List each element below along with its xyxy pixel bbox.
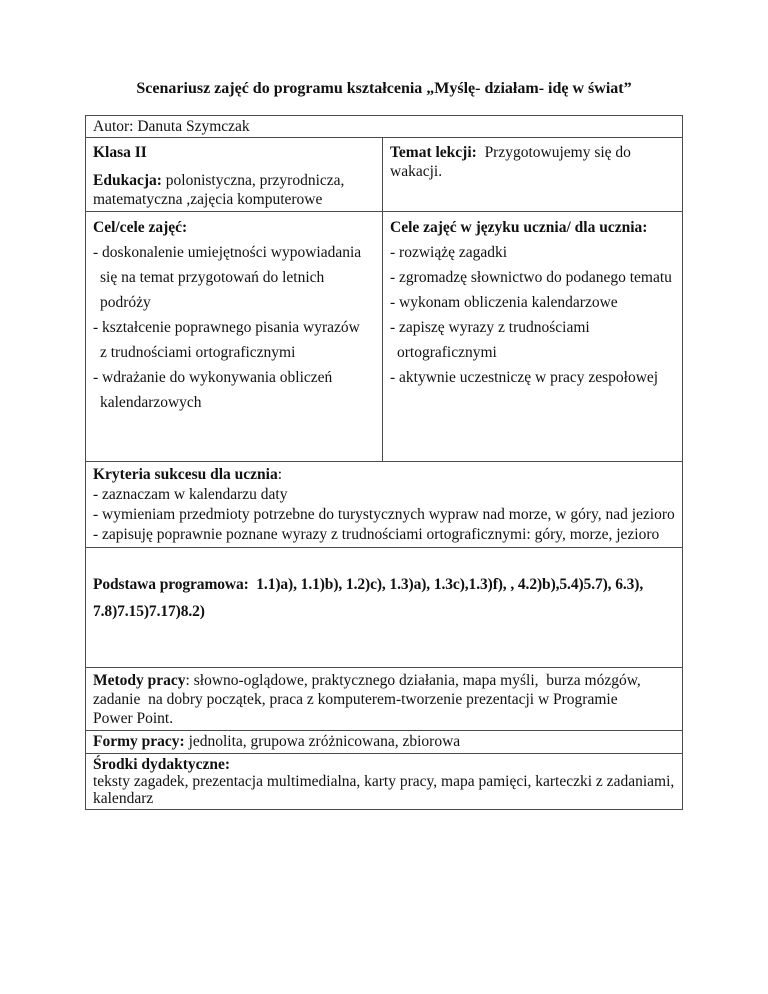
goal-line: - wdrażanie do wykonywania obliczeń <box>93 369 333 386</box>
class-label: Klasa II <box>93 144 147 161</box>
class-cell <box>86 138 383 211</box>
student-goals-cell <box>383 212 682 461</box>
student-goals-header: Cele zajęć w języku ucznia/ dla ucznia: <box>390 219 648 236</box>
author-row <box>86 116 682 137</box>
methods-line-2: zadanie na dobry początek, praca z komputerem-tworzenie prezentacji w Programie <box>93 691 618 708</box>
student-goal-line: - zapiszę wyrazy z trudnościami <box>390 319 590 336</box>
criterion-line: - zapisuję poprawnie poznane wyrazy z trudnościami ortograficznymi: góry, morze, jezioro <box>93 526 660 543</box>
student-goal-line: ortograficznymi <box>397 344 497 361</box>
criteria-header-line <box>93 465 678 485</box>
student-goal-line: - rozwiążę zagadki <box>390 244 508 261</box>
education-text-2: matematyczna ,zajęcia komputerowe <box>93 191 323 208</box>
goals-row <box>86 211 682 461</box>
criterion-line: - zaznaczam w kalendarzu daty <box>93 486 288 503</box>
methods-row <box>86 667 682 730</box>
topic-label: Temat lekcji: <box>390 144 477 161</box>
goal-line: podróży <box>100 294 151 311</box>
education-label: Edukacja: <box>93 172 162 189</box>
forms-label: Formy pracy: <box>93 733 185 750</box>
materials-label: Środki dydaktyczne: <box>93 756 231 773</box>
goals-header: Cel/cele zajęć: <box>93 219 188 236</box>
document-title: Scenariusz zajęć do programu kształcenia „Myślę- działam- idę w świat” <box>136 80 632 97</box>
methods-line-1 <box>93 671 678 690</box>
goal-line: z trudnościami ortograficznymi <box>100 344 296 361</box>
education-text-1: polonistyczna, przyrodnicza, <box>161 172 345 189</box>
student-goal-line: - wykonam obliczenia kalendarzowe <box>390 294 618 311</box>
criteria-row <box>86 461 682 547</box>
materials-line-2: kalendarz <box>93 790 154 807</box>
goal-line: się na temat przygotowań do letnich <box>100 269 325 286</box>
curriculum-line-2: 7.8)7.15)7.17)8.2) <box>93 603 205 620</box>
author-text: Autor: Danuta Szymczak <box>93 118 250 135</box>
lesson-plan-table <box>85 115 683 810</box>
forms-text: jednolita, grupowa zróżnicowana, zbiorowa <box>184 733 461 750</box>
topic-line-1 <box>390 143 678 162</box>
goals-cell <box>86 212 383 461</box>
student-goal-line: - aktywnie uczestniczę w pracy zespołowej <box>390 369 659 386</box>
criteria-colon: : <box>277 466 283 483</box>
methods-label: Metody pracy <box>93 672 186 689</box>
materials-row <box>86 753 682 809</box>
forms-row <box>86 730 682 753</box>
student-goal-line: - zgromadzę słownictwo do podanego tematu <box>390 269 672 286</box>
curriculum-row <box>86 547 682 667</box>
goal-line: kalendarzowych <box>100 394 202 411</box>
topic-text-1: Przygotowujemy się do <box>476 144 631 161</box>
topic-text-2: wakacji. <box>390 163 443 180</box>
class-topic-row <box>86 137 682 211</box>
goal-line: - kształcenie poprawnego pisania wyrazów <box>93 319 360 336</box>
goal-line: - doskonalenie umiejętności wypowiadania <box>93 244 362 261</box>
criteria-header: Kryteria sukcesu dla ucznia <box>93 466 278 483</box>
materials-line-1: teksty zagadek, prezentacja multimedialna, karty pracy, mapa pamięci, karteczki z zadaniami, <box>93 773 675 790</box>
methods-line-3: Power Point. <box>93 710 174 727</box>
education-line-1 <box>93 171 378 190</box>
topic-line-2 <box>390 162 678 181</box>
methods-text-1: : słowno-oglądowe, praktycznego działania, mapa myśli, burza mózgów, <box>185 672 641 689</box>
criterion-line: - wymieniam przedmioty potrzebne do turystycznych wypraw nad morze, w góry, nad jezioro <box>93 506 675 523</box>
education-line-2 <box>93 190 378 209</box>
curriculum-line-1: Podstawa programowa: 1.1)a), 1.1)b), 1.2)c), 1.3)a), 1.3c),1.3)f), , 4.2)b),5.4)5.7), 6.3), <box>93 576 644 593</box>
topic-cell <box>383 138 682 211</box>
